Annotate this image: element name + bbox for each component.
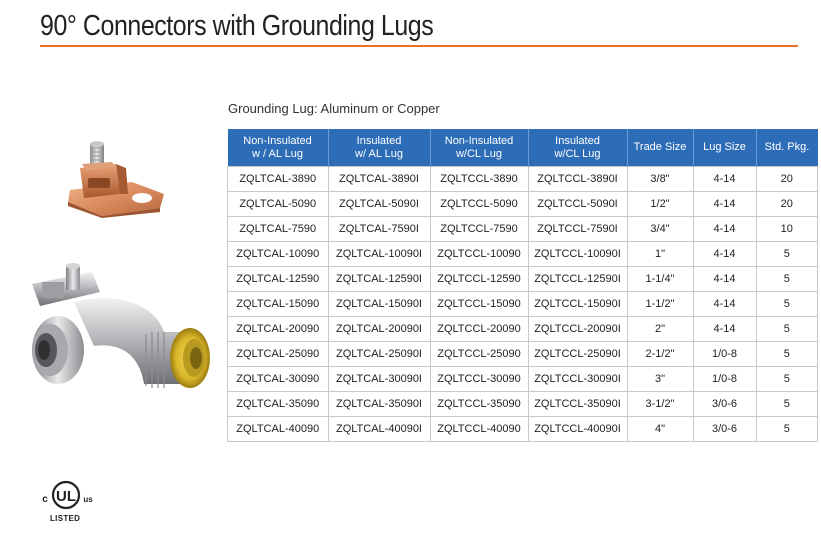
table-cell: ZQLTCCL-15090 bbox=[430, 292, 528, 317]
table-cell: ZQLTCCL-30090 bbox=[430, 367, 528, 392]
table-cell: 1" bbox=[627, 242, 693, 267]
col-header-non-insulated-al: Non-Insulated w / AL Lug bbox=[228, 129, 329, 167]
table-cell: ZQLTCCL-5090I bbox=[528, 192, 627, 217]
table-cell: 5 bbox=[756, 242, 818, 267]
col-header-non-insulated-cl: Non-Insulated w/CL Lug bbox=[430, 129, 528, 167]
table-cell: 5 bbox=[756, 392, 818, 417]
table-row bbox=[228, 267, 818, 292]
title-divider bbox=[40, 45, 798, 47]
table-cell: 4-14 bbox=[693, 317, 756, 342]
table-cell: ZQLTCCL-10090 bbox=[430, 242, 528, 267]
table-cell: 5 bbox=[756, 267, 818, 292]
grounding-lug-subtitle: Grounding Lug: Aluminum or Copper bbox=[228, 101, 440, 116]
90-degree-connector-with-lug-photo bbox=[14, 262, 214, 396]
table-row bbox=[228, 367, 818, 392]
col-header-trade-size: Trade Size bbox=[627, 129, 693, 167]
table-cell: ZQLTCAL-30090 bbox=[228, 367, 329, 392]
table-cell: ZQLTCCL-25090 bbox=[430, 342, 528, 367]
copper-grounding-lug-photo bbox=[62, 138, 168, 218]
table-header-row bbox=[228, 129, 818, 167]
table-cell: ZQLTCCL-35090I bbox=[528, 392, 627, 417]
table-cell: ZQLTCAL-30090I bbox=[328, 367, 430, 392]
table-cell: ZQLTCAL-12590 bbox=[228, 267, 329, 292]
table-cell: 1/0-8 bbox=[693, 342, 756, 367]
table-cell: ZQLTCAL-35090I bbox=[328, 392, 430, 417]
table-cell: ZQLTCCL-30090I bbox=[528, 367, 627, 392]
table-cell: ZQLTCCL-20090I bbox=[528, 317, 627, 342]
table-cell: 4-14 bbox=[693, 267, 756, 292]
table-cell: ZQLTCAL-7590 bbox=[228, 217, 329, 242]
table-cell: 3/4" bbox=[627, 217, 693, 242]
table-cell: ZQLTCCL-15090I bbox=[528, 292, 627, 317]
ul-us-text: us bbox=[83, 495, 93, 504]
table-cell: ZQLTCCL-3890I bbox=[528, 167, 627, 192]
table-cell: ZQLTCAL-10090I bbox=[328, 242, 430, 267]
table-cell: 3" bbox=[627, 367, 693, 392]
page-title: 90° Connectors with Grounding Lugs bbox=[40, 10, 434, 42]
table-cell: ZQLTCCL-7590 bbox=[430, 217, 528, 242]
table-cell: ZQLTCAL-3890 bbox=[228, 167, 329, 192]
table-cell: ZQLTCAL-25090 bbox=[228, 342, 329, 367]
table-cell: 4-14 bbox=[693, 242, 756, 267]
table-cell: ZQLTCAL-15090 bbox=[228, 292, 329, 317]
table-cell: 3-1/2" bbox=[627, 392, 693, 417]
table-cell: ZQLTCCL-12590I bbox=[528, 267, 627, 292]
table-cell: ZQLTCAL-5090I bbox=[328, 192, 430, 217]
ul-c-text: c bbox=[42, 494, 48, 505]
table-cell: 5 bbox=[756, 292, 818, 317]
table-row bbox=[228, 217, 818, 242]
table-cell: ZQLTCAL-35090 bbox=[228, 392, 329, 417]
table-cell: ZQLTCCL-12590 bbox=[430, 267, 528, 292]
table-cell: 20 bbox=[756, 192, 818, 217]
table-row bbox=[228, 417, 818, 442]
table-cell: 1-1/4" bbox=[627, 267, 693, 292]
table-cell: 4-14 bbox=[693, 167, 756, 192]
table-row bbox=[228, 392, 818, 417]
table-row bbox=[228, 342, 818, 367]
table-cell: 4-14 bbox=[693, 292, 756, 317]
table-cell: ZQLTCAL-20090I bbox=[328, 317, 430, 342]
table-cell: ZQLTCAL-15090I bbox=[328, 292, 430, 317]
table-cell: ZQLTCAL-7590I bbox=[328, 217, 430, 242]
table-cell: ZQLTCAL-10090 bbox=[228, 242, 329, 267]
table-cell: ZQLTCCL-10090I bbox=[528, 242, 627, 267]
table-cell: ZQLTCAL-40090 bbox=[228, 417, 329, 442]
table-cell: 1-1/2" bbox=[627, 292, 693, 317]
table-cell: 3/0-6 bbox=[693, 417, 756, 442]
table-cell: ZQLTCAL-25090I bbox=[328, 342, 430, 367]
table-cell: ZQLTCAL-12590I bbox=[328, 267, 430, 292]
table-cell: 3/0-6 bbox=[693, 392, 756, 417]
table-row bbox=[228, 242, 818, 267]
table-cell: 5 bbox=[756, 317, 818, 342]
table-cell: ZQLTCCL-25090I bbox=[528, 342, 627, 367]
table-cell: 3/8" bbox=[627, 167, 693, 192]
ul-listed-caption: LISTED bbox=[50, 514, 81, 523]
table-cell: ZQLTCCL-5090 bbox=[430, 192, 528, 217]
col-header-lug-size: Lug Size bbox=[693, 129, 756, 167]
table-cell: 20 bbox=[756, 167, 818, 192]
table-cell: 5 bbox=[756, 342, 818, 367]
col-header-insulated-cl: Insulated w/CL Lug bbox=[528, 129, 627, 167]
table-cell: 1/0-8 bbox=[693, 367, 756, 392]
table-cell: ZQLTCAL-3890I bbox=[328, 167, 430, 192]
table-body bbox=[228, 167, 818, 442]
table-cell: 2" bbox=[627, 317, 693, 342]
table-row bbox=[228, 167, 818, 192]
table-row bbox=[228, 192, 818, 217]
table-cell: 2-1/2" bbox=[627, 342, 693, 367]
table-cell: 1/2" bbox=[627, 192, 693, 217]
ul-mark-text: UL bbox=[56, 488, 76, 505]
table-cell: ZQLTCCL-40090 bbox=[430, 417, 528, 442]
table-cell: 4-14 bbox=[693, 217, 756, 242]
table-cell: ZQLTCAL-20090 bbox=[228, 317, 329, 342]
table-cell: ZQLTCCL-7590I bbox=[528, 217, 627, 242]
ul-listed-logo bbox=[38, 478, 98, 514]
table-cell: 5 bbox=[756, 367, 818, 392]
table-cell: 4-14 bbox=[693, 192, 756, 217]
table-row bbox=[228, 317, 818, 342]
table-row bbox=[228, 292, 818, 317]
table-cell: ZQLTCCL-35090 bbox=[430, 392, 528, 417]
col-header-insulated-al: Insulated w/ AL Lug bbox=[328, 129, 430, 167]
table-cell: 5 bbox=[756, 417, 818, 442]
table-cell: ZQLTCAL-40090I bbox=[328, 417, 430, 442]
table-cell: 4" bbox=[627, 417, 693, 442]
table-cell: ZQLTCCL-3890 bbox=[430, 167, 528, 192]
col-header-std-pkg: Std. Pkg. bbox=[756, 129, 818, 167]
table-cell: ZQLTCCL-40090I bbox=[528, 417, 627, 442]
table-cell: 10 bbox=[756, 217, 818, 242]
table-cell: ZQLTCCL-20090 bbox=[430, 317, 528, 342]
connector-spec-table bbox=[227, 129, 818, 442]
table-cell: ZQLTCAL-5090 bbox=[228, 192, 329, 217]
